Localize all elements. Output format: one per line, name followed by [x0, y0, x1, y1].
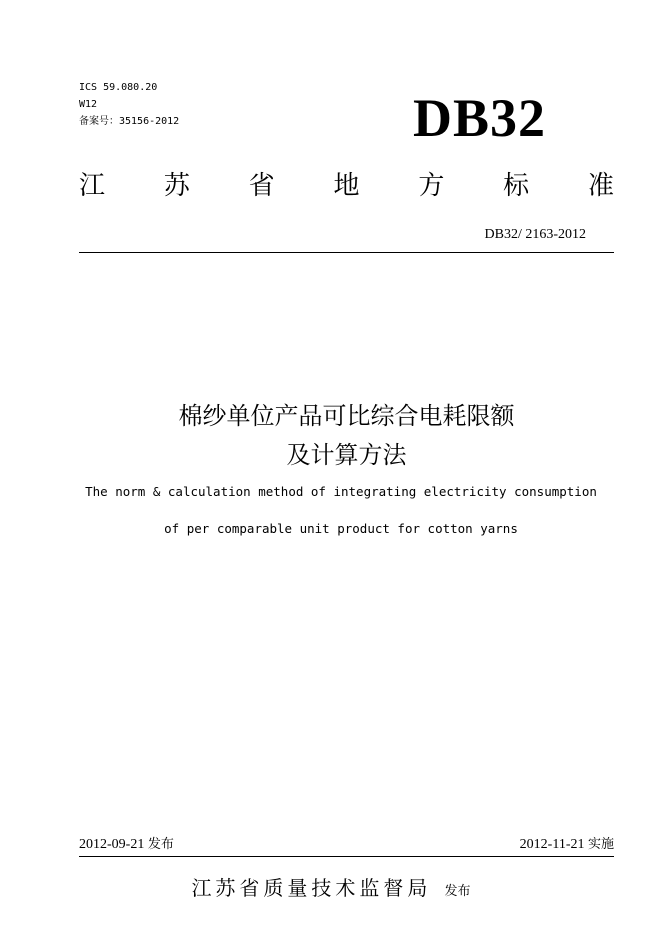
title-en-line1: The norm & calculation method of integrating electricity consumption [85, 484, 597, 499]
footer-divider [79, 856, 614, 857]
standard-type-char: 江 [79, 171, 106, 201]
issuer-name: 江苏省质量技术监督局 [191, 876, 432, 900]
title-cn-line1: 棉纱单位产品可比综合电耗限额 [178, 402, 515, 430]
ccs-code: W12 [79, 99, 98, 110]
title-cn-line2: 及计算方法 [286, 441, 407, 469]
title-en-line2: of per comparable unit product for cotton yarns [164, 521, 518, 536]
ics-code: ICS 59.080.20 [79, 82, 158, 93]
publish-date: 2012-09-21 [79, 837, 145, 852]
publish-date-block [79, 835, 174, 855]
standard-type-heading [79, 166, 614, 206]
implement-label: 实施 [587, 837, 614, 852]
standard-type-char: 方 [418, 171, 445, 201]
standard-code-logo: DB32 [413, 88, 547, 148]
standard-number: DB32/ 2163-2012 [484, 227, 586, 242]
issuer-suffix: 发布 [444, 884, 471, 899]
implement-date: 2012-11-21 [519, 837, 585, 852]
standard-type-char: 准 [587, 171, 614, 201]
issuer-block [0, 872, 662, 908]
implement-date-block [520, 835, 614, 855]
standard-type-char: 苏 [163, 171, 190, 201]
standard-type-char: 地 [333, 171, 360, 201]
header-divider [79, 252, 614, 253]
record-number: 备案号：35156-2012 [79, 116, 180, 127]
publish-label: 发布 [147, 837, 174, 852]
standard-type-char: 标 [503, 171, 530, 201]
standard-type-char: 省 [248, 171, 275, 201]
